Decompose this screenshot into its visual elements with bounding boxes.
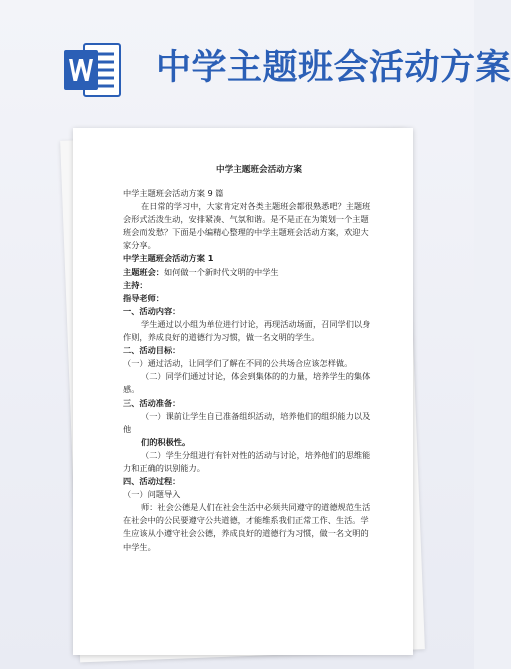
teacher-line: 中学生。 — [123, 541, 156, 552]
teacher-line: 师：社会公德是人们在社会生活中必须共同遵守的道德规范生活 — [141, 502, 371, 513]
goal-heading: 二、活动目标： — [123, 345, 181, 356]
document-page — [73, 128, 413, 655]
theme-line — [123, 266, 381, 279]
prep-line: 力和正确的识别能力。 — [123, 462, 205, 473]
prep-item — [123, 449, 381, 475]
goal-item: （一）通过活动，让同学们了解在不同的公共场合应该怎样做。 — [123, 358, 353, 369]
host-label: 主持： — [123, 279, 148, 290]
content-line: 学生通过以小组为单位进行讨论，再现活动场面，召同学们以身 — [141, 318, 371, 329]
document-subtitle: 中学主题班会活动方案 9 篇 — [123, 188, 224, 198]
prep-item — [123, 410, 381, 449]
teacher-paragraph — [123, 501, 381, 553]
prep-heading: 三、活动准备： — [123, 397, 181, 408]
intro-paragraph — [123, 200, 381, 252]
prep-line: （二）学生分组进行有针对性的活动与讨论，培养他们的思维能 — [141, 449, 371, 460]
teacher-label: 指导老师： — [123, 292, 164, 303]
process-heading: 四、活动过程： — [123, 476, 181, 487]
content-heading: 一、活动内容： — [123, 305, 181, 316]
intro-line: 家分享。 — [123, 240, 156, 251]
content-line: 作则，养成良好的道德行为习惯，做一名文明的学生。 — [123, 332, 320, 343]
header-banner — [0, 0, 511, 130]
word-document-icon — [62, 42, 122, 98]
teacher-line: 生应该从小遵守社会公德，养成良好的道德行为习惯，做一名文明的 — [123, 528, 369, 539]
goal-line: 感。 — [123, 384, 140, 395]
teacher-line: 在社会中的公民要遵守公共道德，才能维系我们正常工作、生活。学 — [123, 515, 369, 526]
intro-line: 班会而发愁？下面是小编精心整理的中学主题班会活动方案，欢迎大 — [123, 227, 369, 238]
goal-line: （二）同学们通过讨论，体会到集体的的力量，培养学生的集体 — [141, 371, 371, 382]
prep-line: 他 — [123, 423, 132, 434]
prep-line: 们的积极性。 — [141, 436, 191, 447]
document-body — [123, 163, 381, 554]
process-item: （一）问题导入 — [123, 489, 181, 500]
goal-item — [123, 370, 381, 396]
intro-line: 在日常的学习中，大家肯定对各类主题班会都很熟悉吧？主题班 — [141, 201, 371, 212]
header-title: 中学主题班会活动方案 — [156, 48, 511, 88]
prep-line: （一）课前让学生自已准备组织活动，培养他们的组织能力以及 — [141, 410, 371, 421]
section-heading: 中学主题班会活动方案 1 — [123, 253, 214, 264]
theme-label: 主题班会： — [123, 266, 164, 277]
document-title: 中学主题班会活动方案 — [216, 165, 302, 175]
content-paragraph — [123, 318, 381, 344]
theme-value: 如何做一个新时代文明的中学生 — [163, 266, 279, 277]
intro-line: 会形式活泼生动，安排紧凑、气氛和谐。是不是正在为策划一个主题 — [123, 214, 369, 225]
